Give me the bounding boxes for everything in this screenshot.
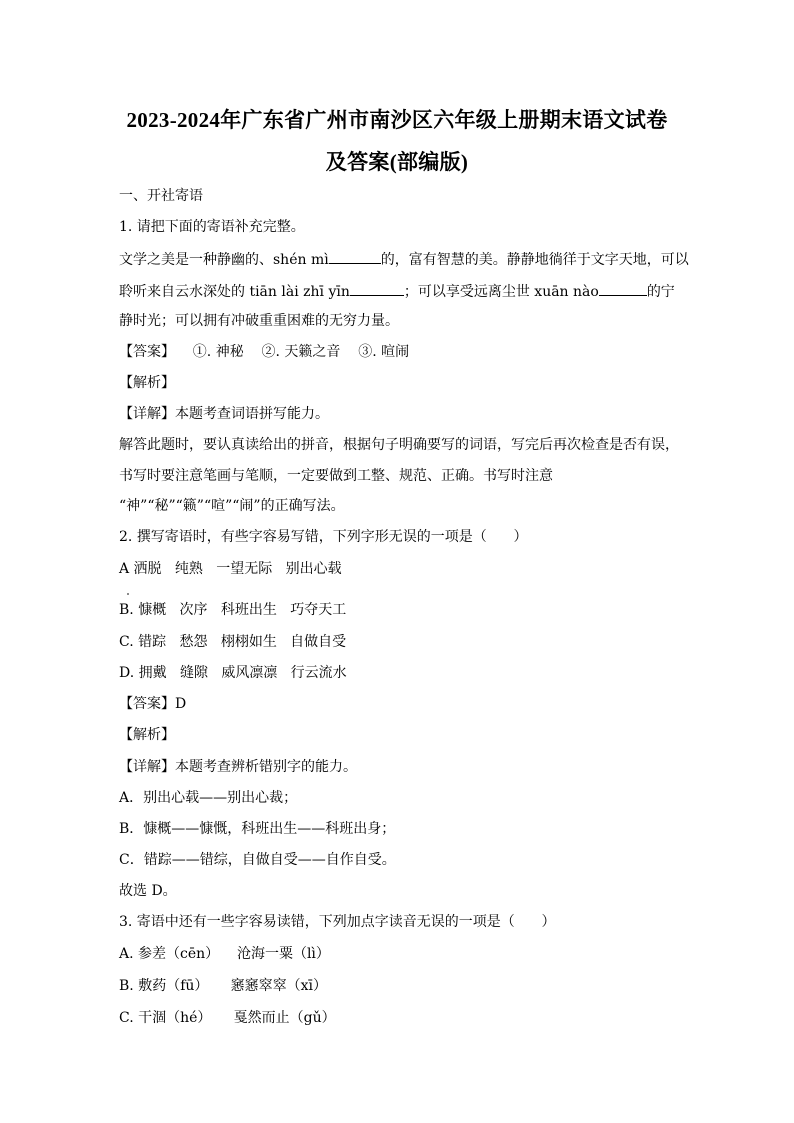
question-2-option-c: C. 错踪 愁怨 栩栩如生 自做自受 bbox=[119, 634, 347, 650]
blank-1[interactable] bbox=[329, 249, 381, 264]
question-1-detail: 【详解】本题考查词语拼写能力。 bbox=[119, 406, 329, 422]
question-2-option-d: D. 拥戴 缝隙 威风凛凛 行云流水 bbox=[119, 665, 347, 681]
question-2-explanation-a: A．别出心载——别出心裁； bbox=[119, 790, 298, 806]
question-3-option-a: A. 参差（cēn） 沧海一粟（lì） bbox=[119, 946, 330, 962]
q1-text-a2: 的，富有智慧的美。静静地徜徉于文字天地，可以 bbox=[380, 252, 689, 268]
question-1-answer: 【答案】 ①. 神秘 ②. 天籁之音 ③. 喧闹 bbox=[119, 344, 410, 360]
question-1-prompt: 1. 请把下面的寄语补充完整。 bbox=[119, 219, 305, 235]
question-2-explanation-c: C．错踪——错综，自做自受——自作自受。 bbox=[119, 852, 396, 868]
question-1-paragraph-line-2 bbox=[119, 281, 675, 301]
blank-3[interactable] bbox=[599, 281, 647, 296]
q1-text-b1: 聆听来自云水深处的 tiān lài zhī yīn bbox=[119, 284, 350, 300]
question-2-explanation-b: B．慷概——慷慨，科班出生——科班出身； bbox=[119, 821, 396, 837]
document-title-line-1: 2023-2024年广东省广州市南沙区六年级上册期末语文试卷 bbox=[126, 108, 668, 132]
question-1-paragraph-line-1 bbox=[119, 249, 689, 269]
question-3-option-c: C. 干涸（hé） 戛然而止（gǔ） bbox=[119, 1010, 336, 1026]
question-3-option-b: B. 敷药（fū） 窸窸窣窣（xī） bbox=[119, 978, 328, 994]
document-title-line-2: 及答案(部编版) bbox=[325, 150, 469, 174]
q1-text-b3: 的宁 bbox=[646, 284, 675, 300]
section-heading: 一、开社寄语 bbox=[119, 188, 203, 204]
question-1-explanation-line-1: 解答此题时，要认真读给出的拼音，根据句子明确要写的词语，写完后再次检查是否有误， bbox=[119, 437, 679, 453]
blank-2[interactable] bbox=[350, 281, 404, 296]
question-2-detail: 【详解】本题考查辨析错别字的能力。 bbox=[119, 759, 357, 775]
question-1-explanation-line-2: 书写时要注意笔画与笔顺，一定要做到工整、规范、正确。书写时注意 bbox=[119, 468, 553, 484]
q1-text-b2: ；可以享受远离尘世 xuān nào bbox=[403, 284, 599, 300]
q1-text-a1: 文学之美是一种静幽的、shén mì bbox=[119, 252, 329, 268]
question-1-analysis-label: 【解析】 bbox=[119, 375, 175, 391]
question-2-option-a: A 洒脱 纯熟 一望无际 别出心载 bbox=[119, 561, 342, 577]
question-2-answer: 【答案】D bbox=[119, 696, 187, 712]
question-2-prompt: 2. 撰写寄语时，有些字容易写错，下列字形无误的一项是（ ） bbox=[119, 529, 528, 545]
question-2-analysis-label: 【解析】 bbox=[119, 727, 175, 743]
question-1-explanation-line-3: “神”“秘”“籁”“喧”“闹”的正确写法。 bbox=[119, 498, 345, 514]
question-1-paragraph-line-3: 静时光；可以拥有冲破重重困难的无穷力量。 bbox=[119, 313, 399, 329]
question-2-option-b: B. 慷概 次序 科班出生 巧夺天工 bbox=[119, 602, 347, 618]
question-2-conclusion: 故选 D。 bbox=[119, 883, 177, 899]
question-3-prompt: 3. 寄语中还有一些字容易读错，下列加点字读音无误的一项是（ ） bbox=[119, 914, 556, 930]
stray-mark bbox=[127, 593, 129, 595]
